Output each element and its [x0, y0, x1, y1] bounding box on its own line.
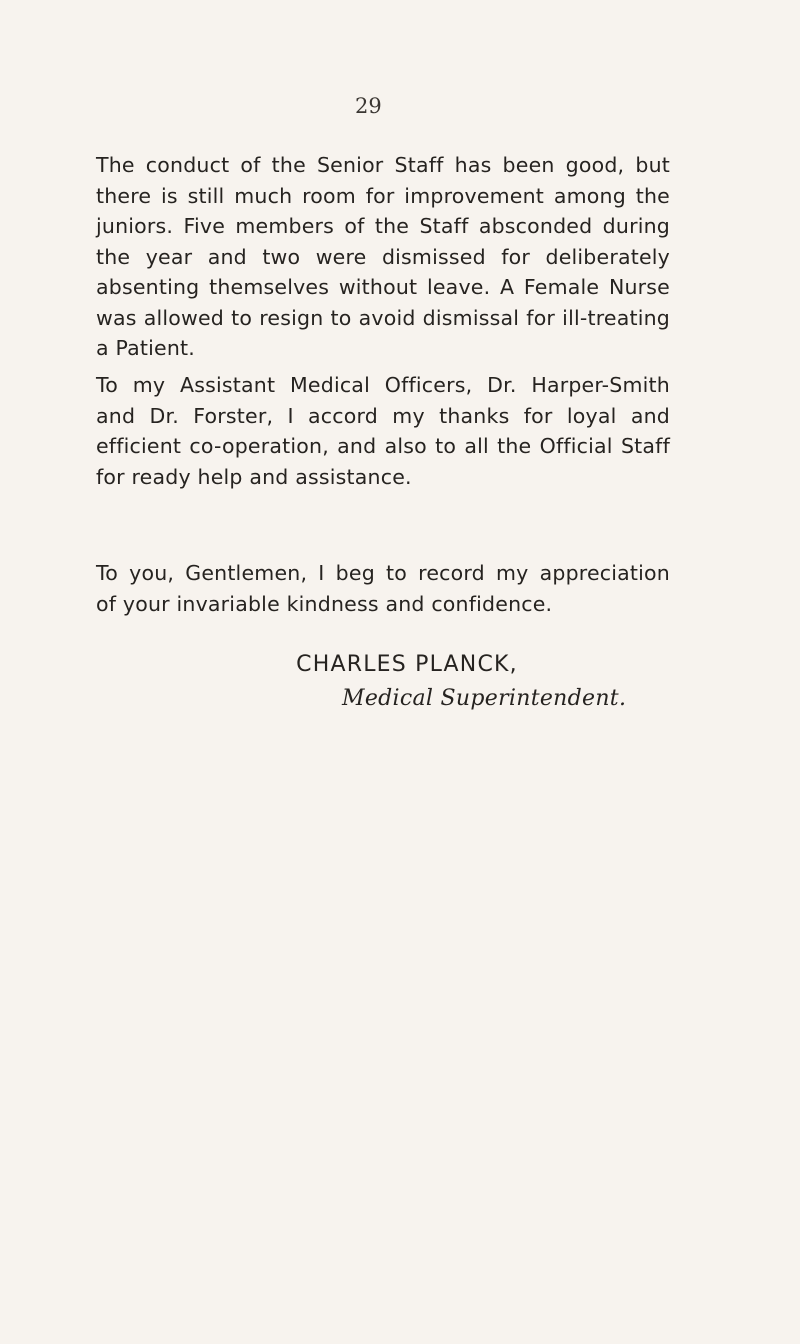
text-line: a Patient.	[96, 336, 195, 360]
text-line: and Dr. Forster, I accord my thanks for loyal and	[96, 403, 670, 428]
text-line: The conduct of the Senior Staff has been good, but	[96, 153, 670, 177]
paragraph-staff-conduct	[96, 150, 670, 364]
text-line: the year and two were dismissed for deliberately	[96, 244, 670, 269]
text-line: juniors. Five members of the Staff absconded during	[96, 214, 670, 238]
signature-title: Medical Superintendent.	[342, 686, 627, 711]
text-line: To my Assistant Medical Officers, Dr. Harper-Smith	[96, 373, 670, 397]
text-line: efficient co-operation, and also to all the Official Staff	[96, 434, 670, 458]
paragraph-thanks-officers	[96, 370, 670, 492]
text-line: was allowed to resign to avoid dismissal for ill-treating	[96, 305, 670, 330]
text-line: To you, Gentlemen, I beg to record my appreciation	[96, 561, 670, 585]
text-line: there is still much room for improvement among the	[96, 183, 670, 208]
text-line: absenting themselves without leave. A Female Nurse	[96, 275, 670, 299]
text-line: for ready help and assistance.	[96, 464, 412, 489]
page-number: 29	[355, 94, 382, 118]
paragraph-appreciation	[96, 558, 670, 619]
signature-name: CHARLES PLANCK,	[296, 652, 518, 677]
text-line: of your invariable kindness and confidence.	[96, 591, 553, 616]
